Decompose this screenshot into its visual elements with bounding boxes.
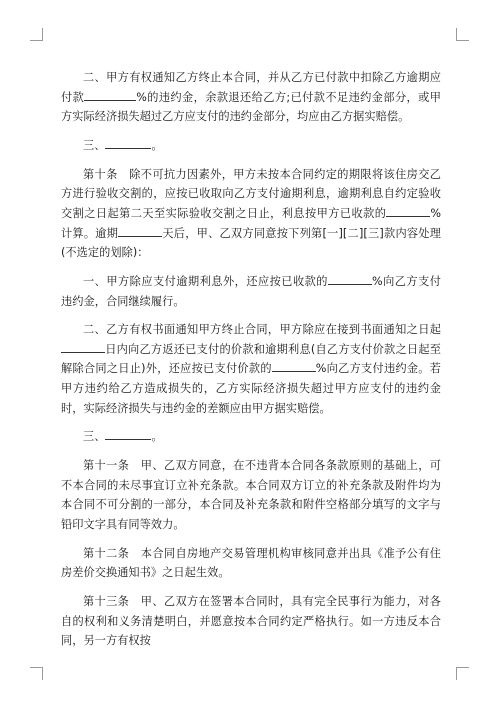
fill-in-blank[interactable] [61,340,105,353]
paragraph-p7 [61,456,441,534]
fill-in-blank[interactable] [105,427,151,440]
paragraph-text: %计算。逾期 [61,206,441,240]
fill-in-blank[interactable] [105,136,151,149]
paragraph-text: 第十三条 甲、乙双方在签署本合同时，具有完全民事行为能力，对各自的权利和义务清楚明白，并愿意按本合同约定严格执行。如一方违反本合同，另一方有权按 [61,595,441,648]
crop-mark-bottom-left [30,667,43,680]
paragraph-p3 [61,165,441,263]
paragraph-text: 三、 [83,430,106,444]
paragraph-text: 天后，甲、乙双方同意按下列第[一][二][三]款内容处理(不选定的划除)： [61,226,441,260]
paragraph-text: 第十条 除不可抗力因素外，甲方未按本合同约定的期限将该住房交乙方进行验收交割的，应按已收取向乙方支付逾期利息，逾期利息自约定验收交割之日起第二天至实际验收交割之日止，利息按甲方已收款的 [61,167,441,220]
paragraph-text: 第十一条 甲、乙双方同意，在不违背本合同各条款原则的基础上，可不本合同的未尽事宜订立补充条款。本合同双方订立的补充条款及附件均为本合同不可分割的一部分，本合同及补充条款和附件空格部分填写的文字与铅印文字具有同等效力。 [61,459,441,531]
paragraph-text: 。 [151,430,163,444]
fill-in-blank[interactable] [84,88,110,101]
fill-in-blank[interactable] [118,224,162,237]
crop-mark-top-right [456,28,469,41]
paragraph-p5 [61,320,441,418]
paragraph-p4 [61,272,441,311]
paragraph-text: 二、甲方有权通知乙方终止本合同，并从乙方已付款中扣除乙方逾期应付款 [61,71,441,104]
paragraph-p6 [61,427,441,447]
paragraph-text: 日内向乙方返还已支付的价款和逾期利息(自乙方支付价款之日起至解除合同之日止)外，还应按已支付价款的 [61,342,441,376]
paragraph-p8 [61,544,441,583]
fill-in-blank[interactable] [272,359,316,372]
paragraph-text: %向乙方支付违约金。若甲方违约给乙方造成损失的，乙方实际经济损失超过甲方应支付的违约金时，实际经济损失与违约金的差额应由甲方据实赔偿。 [61,362,441,415]
fill-in-blank[interactable] [110,88,136,101]
paragraph-text: %向乙方支付违约金，合同继续履行。 [61,274,441,308]
paragraph-p2 [61,136,441,156]
crop-mark-bottom-right [456,667,469,680]
paragraph-text: 。 [151,138,163,152]
fill-in-blank[interactable] [328,272,372,285]
paragraph-text: 一、甲方除应支付逾期利息外，还应按已收款的 [83,274,328,288]
paragraph-text: 三、 [83,138,106,152]
document-body [61,68,441,660]
fill-in-blank[interactable] [386,204,430,217]
crop-mark-top-left [30,28,43,41]
paragraph-text: 二、乙方有权书面通知甲方终止合同，甲方除应在接到书面通知之日起 [83,323,441,337]
paragraph-p9 [61,592,441,651]
paragraph-text: %的违约金，余款退还给乙方;已付款不足违约金部分，或甲方实际经济损失超过乙方应支付的违约金部分，均应由乙方据实赔偿。 [61,90,441,124]
paragraph-p1 [61,68,441,127]
paragraph-text: 第十二条 本合同自房地产交易管理机构审核同意并出具《准予公有住房差价交换通知书》之日起生效。 [61,546,441,580]
